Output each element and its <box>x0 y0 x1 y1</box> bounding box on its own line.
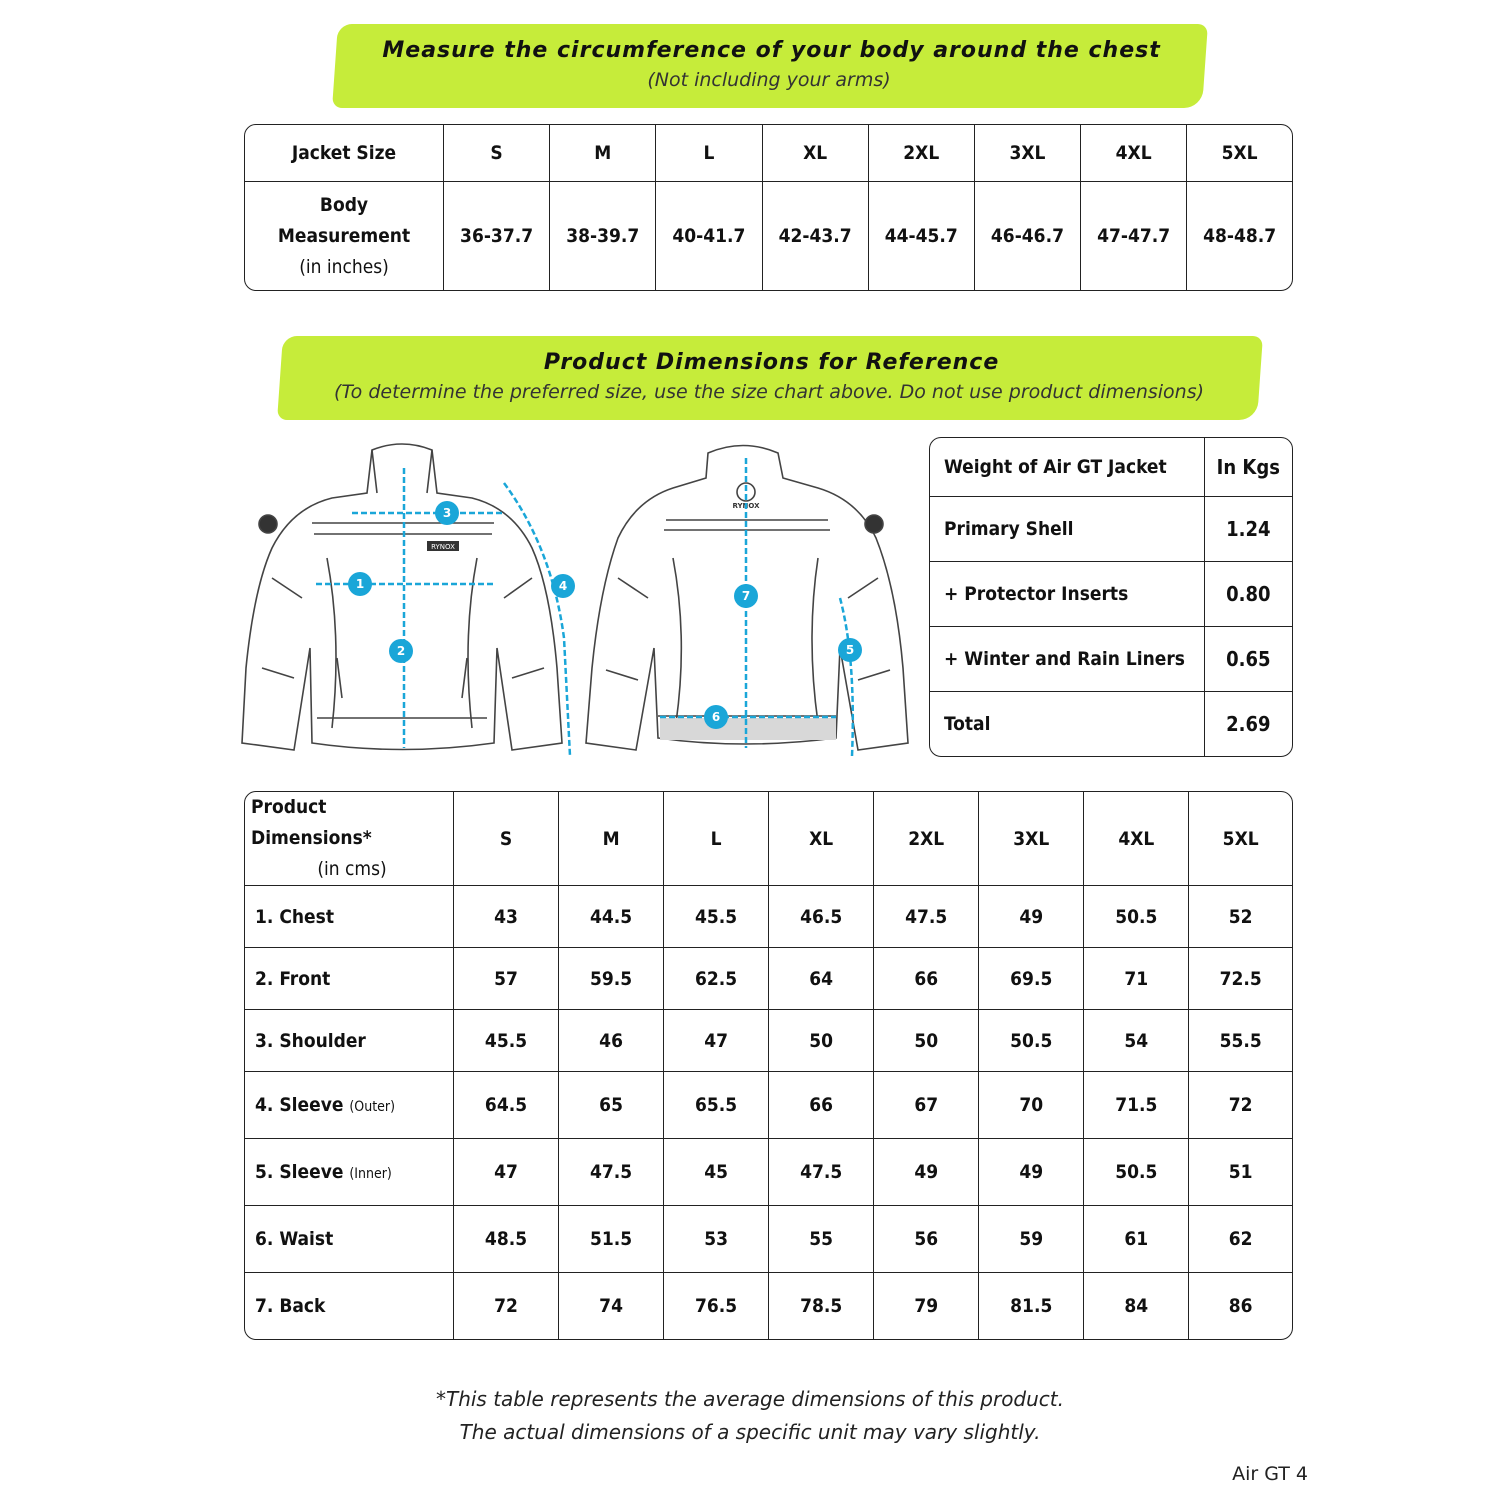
dim-row-back <box>245 1273 1292 1339</box>
banner-title: Product Dimensions for Reference <box>543 350 1000 375</box>
weight-label: + Winter and Rain Liners <box>930 627 1205 692</box>
dim-value: 46.5 <box>769 886 874 948</box>
marker-1: 1 <box>355 577 365 591</box>
size-col: S <box>454 792 559 886</box>
dim-header-row <box>245 792 1292 886</box>
dim-value: 86 <box>1228 1295 1253 1317</box>
size-col: 5XL <box>1189 792 1292 886</box>
size-col: M <box>550 125 656 182</box>
dim-value: 45 <box>664 1139 769 1206</box>
product-dimensions-banner <box>277 336 1263 420</box>
size-col: L <box>656 125 762 182</box>
dim-value: 74 <box>559 1273 664 1339</box>
dim-value: 55.5 <box>1189 1010 1292 1072</box>
dim-value: 62.5 <box>664 948 769 1010</box>
banner-subtitle: (Not including your arms) <box>647 69 891 91</box>
size-header-row <box>245 125 1292 182</box>
dim-value: 47.5 <box>559 1139 664 1206</box>
footnote-line-2: The actual dimensions of a specific unit may vary slightly. <box>459 1420 1041 1444</box>
dim-value: 70 <box>979 1072 1084 1139</box>
dim-row-waist <box>245 1206 1292 1273</box>
dim-value: 54 <box>1084 1010 1189 1072</box>
dim-row-sleeve-inner <box>245 1139 1292 1206</box>
measurement-value: 36-37.7 <box>444 182 550 290</box>
dim-value: 47 <box>454 1139 559 1206</box>
dim-value: 43 <box>454 886 559 948</box>
dim-value: 62 <box>1189 1206 1292 1273</box>
marker-4: 4 <box>558 579 568 593</box>
dim-value: 66 <box>769 1072 874 1139</box>
dim-value: 56 <box>874 1206 979 1273</box>
measurement-value: 42-43.7 <box>763 182 869 290</box>
dim-row-label: 3. Shoulder <box>245 1010 454 1072</box>
product-code: Air GT 4 <box>1232 1463 1308 1485</box>
dim-value: 45.5 <box>454 1010 559 1072</box>
dim-value: 55 <box>769 1206 874 1273</box>
dim-row-note: (Outer) <box>349 1099 395 1115</box>
dim-value: 81.5 <box>979 1273 1084 1339</box>
weight-label: Primary Shell <box>930 497 1205 562</box>
size-col: 4XL <box>1081 125 1187 182</box>
dim-row-label: 4. Sleeve (Outer) <box>245 1072 454 1139</box>
dim-row-chest <box>245 886 1292 948</box>
dim-value: 51 <box>1189 1139 1292 1206</box>
body-measurement-label: Body Measurement (in inches) <box>245 182 444 290</box>
measurement-value: 40-41.7 <box>656 182 762 290</box>
size-col: 3XL <box>979 792 1084 886</box>
dim-value: 66 <box>874 948 979 1010</box>
dim-row-label: 6. Waist <box>245 1206 454 1273</box>
weight-label: Total <box>930 692 1205 756</box>
dim-value: 61 <box>1084 1206 1189 1273</box>
size-col: L <box>664 792 769 886</box>
weight-header-row <box>930 438 1292 497</box>
dim-value: 50.5 <box>1084 1139 1189 1206</box>
dim-value: 49 <box>979 1139 1084 1206</box>
marker-2: 2 <box>396 644 406 658</box>
size-col: M <box>559 792 664 886</box>
dim-value: 64 <box>769 948 874 1010</box>
dim-value: 79 <box>874 1273 979 1339</box>
size-col: 4XL <box>1084 792 1189 886</box>
body-measurement-row <box>245 182 1292 290</box>
dim-value: 59 <box>979 1206 1084 1273</box>
dim-value: 64.5 <box>454 1072 559 1139</box>
dim-value: 67 <box>874 1072 979 1139</box>
dim-row-label: 5. Sleeve (Inner) <box>245 1139 454 1206</box>
dim-value: 65.5 <box>664 1072 769 1139</box>
weight-value: 0.65 <box>1205 627 1292 692</box>
dim-value: 50 <box>769 1010 874 1072</box>
dim-value: 65 <box>559 1072 664 1139</box>
size-col: 5XL <box>1187 125 1292 182</box>
footnote-line-1: *This table represents the average dimensions of this product. <box>435 1387 1064 1411</box>
weight-value: 2.69 <box>1226 712 1271 736</box>
dim-value: 72 <box>1189 1072 1292 1139</box>
marker-3: 3 <box>442 506 452 520</box>
size-col: S <box>444 125 550 182</box>
dim-value: 49 <box>979 886 1084 948</box>
dim-value: 53 <box>664 1206 769 1273</box>
dim-value: 72 <box>454 1273 559 1339</box>
jacket-back-diagram <box>578 438 918 760</box>
dim-value: 47.5 <box>874 886 979 948</box>
dim-value: 50 <box>874 1010 979 1072</box>
dim-row-label: 1. Chest <box>245 886 454 948</box>
weight-value: 1.24 <box>1205 497 1292 562</box>
measurement-value: 44-45.7 <box>869 182 975 290</box>
product-dimensions-table <box>244 791 1293 1340</box>
dim-value: 50.5 <box>979 1010 1084 1072</box>
weight-header-unit: In Kgs <box>1205 438 1292 497</box>
dim-value: 45.5 <box>664 886 769 948</box>
size-col: XL <box>769 792 874 886</box>
banner-title: Measure the circumference of your body around the chest <box>382 38 1161 63</box>
weight-row <box>930 627 1292 692</box>
size-col: XL <box>763 125 869 182</box>
dim-value: 52 <box>1189 886 1292 948</box>
dim-header-label: Product Dimensions* (in cms) <box>245 792 454 886</box>
dim-row-front <box>245 948 1292 1010</box>
dim-row-note: (Inner) <box>349 1166 392 1182</box>
chest-measure-banner <box>332 24 1208 108</box>
weight-row <box>930 562 1292 627</box>
dim-value: 46 <box>559 1010 664 1072</box>
dim-value: 50.5 <box>1084 886 1189 948</box>
dim-value: 84 <box>1084 1273 1189 1339</box>
dim-value: 59.5 <box>559 948 664 1010</box>
jacket-front-diagram <box>232 438 582 760</box>
dim-value: 48.5 <box>454 1206 559 1273</box>
size-col: 2XL <box>869 125 975 182</box>
weight-row <box>930 497 1292 562</box>
weight-table <box>929 437 1293 757</box>
measurement-value: 38-39.7 <box>550 182 656 290</box>
dim-value: 57 <box>454 948 559 1010</box>
dim-value: 76.5 <box>664 1273 769 1339</box>
dim-value: 69.5 <box>979 948 1084 1010</box>
dim-row-label: 2. Front <box>245 948 454 1010</box>
weight-header-label: Weight of Air GT Jacket <box>930 438 1205 497</box>
front-logo-text: RYNOX <box>431 543 455 551</box>
measurement-value: 48-48.7 <box>1203 225 1277 247</box>
dim-value: 78.5 <box>769 1273 874 1339</box>
dim-value: 72.5 <box>1189 948 1292 1010</box>
dim-value: 71.5 <box>1084 1072 1189 1139</box>
measurement-value: 46-46.7 <box>975 182 1081 290</box>
weight-row-total <box>930 692 1292 756</box>
dim-value: 47 <box>664 1010 769 1072</box>
weight-value: 0.80 <box>1205 562 1292 627</box>
dim-row-shoulder <box>245 1010 1292 1072</box>
measurement-value: 47-47.7 <box>1081 182 1187 290</box>
back-logo-text: RYNOX <box>732 502 760 510</box>
dim-value: 49 <box>874 1139 979 1206</box>
marker-7: 7 <box>741 589 751 603</box>
size-header-label: Jacket Size <box>245 125 444 182</box>
dim-row-sleeve-outer <box>245 1072 1292 1139</box>
dim-value: 47.5 <box>769 1139 874 1206</box>
dim-row-label: 7. Back <box>245 1273 454 1339</box>
dim-value: 44.5 <box>559 886 664 948</box>
size-chart-table <box>244 124 1293 291</box>
size-col: 3XL <box>975 125 1081 182</box>
dim-value: 51.5 <box>559 1206 664 1273</box>
banner-subtitle: (To determine the preferred size, use the size chart above. Do not use product dimensions) <box>334 381 1205 403</box>
weight-label: + Protector Inserts <box>930 562 1205 627</box>
dim-value: 71 <box>1084 948 1189 1010</box>
marker-6: 6 <box>711 710 721 724</box>
marker-5: 5 <box>845 643 855 657</box>
size-col: 2XL <box>874 792 979 886</box>
